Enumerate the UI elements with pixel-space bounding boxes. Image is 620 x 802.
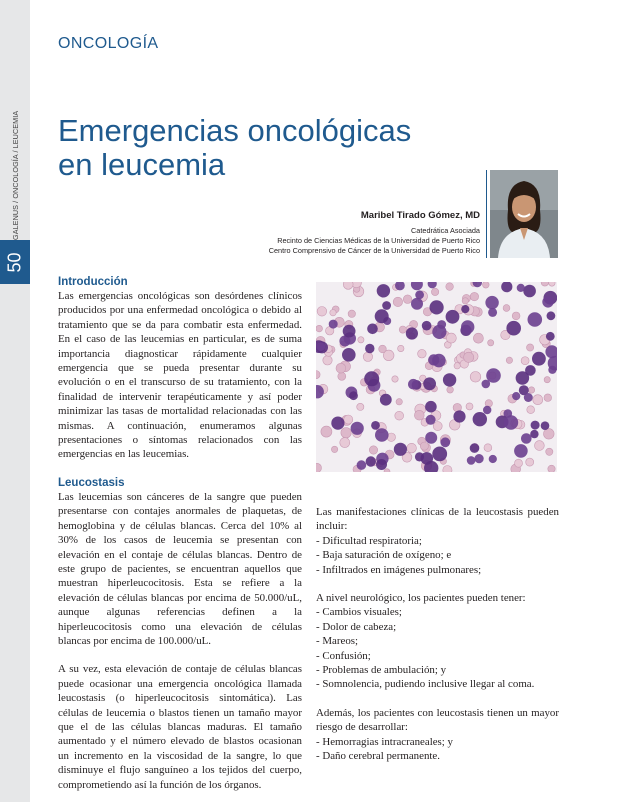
title-line-1: Emergencias oncológicas [58,113,412,148]
author-divider [486,170,487,258]
running-head-text: GALENUS / ONCOLOGÍA / LEUCEMIA [11,110,20,240]
author-name: Maribel Tirado Gómez, MD [360,210,480,221]
author-affiliation-1: Recinto de Ciencias Médicas de la Universidad de Puerto Rico [277,236,480,245]
leucostasis-paragraph-1: Las leucemias son cánceres de la sangre que pueden presentarse con contajes anormales de plaquetas, de hemoglobina y de células blancas. Cerca del 10% al 30% de los casos de leucemia se presentan con elevación en el contaje de células blancas. Dentro de este grupo de pacientes, se encuentran aquellos que muestran hiperleucocitosis. Esta se refiere a la elevación de células blancas por encima de 50.000/uL, aunque algunas referencias definen a la hiperleucocitosis como una elevación de células blancas por encima de 100.000/uL. [58,490,302,647]
list-item: - Confusión; [316,649,559,663]
title-line-2: en leucemia [58,147,226,182]
blood-smear-micrograph [316,282,557,472]
list-item: - Mareos; [316,634,559,648]
list-item: - Problemas de ambulación; y [316,663,559,677]
list-item: - Daño cerebral permanente. [316,749,559,763]
neuro-intro: A nivel neurológico, los pacientes pueden tener: [316,592,526,605]
page-number: 50 [4,251,25,273]
author-block [269,210,480,256]
list-item: - Baja saturación de oxígeno; e [316,548,559,562]
neuro-list [316,605,559,691]
author-position: Catedrática Asociada [411,226,480,235]
leucostasis-paragraph-2: A su vez, esta elevación de contaje de células blancas puede ocasionar una emergencia oncológica llamada leucostasis (o hiperleucocitosis sintomática). Las células de leucemia o blastos tienen un tamaño mayor que el de las células blancas maduras. El tamaño aumentado y el número elevado de blastos ocasionan un incremento en la viscosidad de la sangre, lo que disminuye el flujo sanguíneo a los tejidos del cuerpo, comprometiendo así la función de los órganos. [58,663,302,791]
author-affiliation-2: Centro Comprensivo de Cáncer de la Universidad de Puerto Rico [268,246,480,255]
intro-heading: Introducción [58,276,128,288]
list-item: - Dolor de cabeza; [316,620,559,634]
left-column [58,275,302,792]
list-item: - Hemorragias intracraneales; y [316,735,559,749]
author-photo [490,170,558,258]
leucostasis-heading: Leucostasis [58,476,125,489]
list-item: - Infiltrados en imágenes pulmonares; [316,563,559,577]
intro-paragraph: Las emergencias oncológicas son desórdenes clínicos producidos por una enfermedad oncológica o debido al tratamiento que se da para combatir esta enfermedad. En el caso de las leucemias en particular, es de suma importancia diagnosticar rápidamente cualquier emergencia que se pueda presentar durante su evolución o en el transcurso de su tratamiento, con la finalidad de intervenir terapéuticamente y así poder minimizar las tasas de mortalidad relacionadas con las mismas. A continuación, enumeramos algunas presentaciones o síntomas relacionados con las emergencias en las leucemias. [58,290,302,461]
risk-intro: Además, los pacientes con leucostasis tienen un mayor riesgo de desarrollar: [316,706,559,734]
risk-list [316,735,559,764]
running-head [8,110,22,240]
list-item: - Cambios visuales; [316,605,559,619]
clinical-list [316,534,559,577]
list-item: - Somnolencia, pudiendo inclusive llegar al coma. [316,677,559,691]
article-title [58,114,478,182]
list-item: - Dificultad respiratoria; [316,534,559,548]
page-number-block [0,240,30,284]
clinical-intro: Las manifestaciones clínicas de la leucostasis pueden incluir: [316,506,559,533]
right-column [316,505,559,764]
section-label: ONCOLOGÍA [58,35,159,52]
